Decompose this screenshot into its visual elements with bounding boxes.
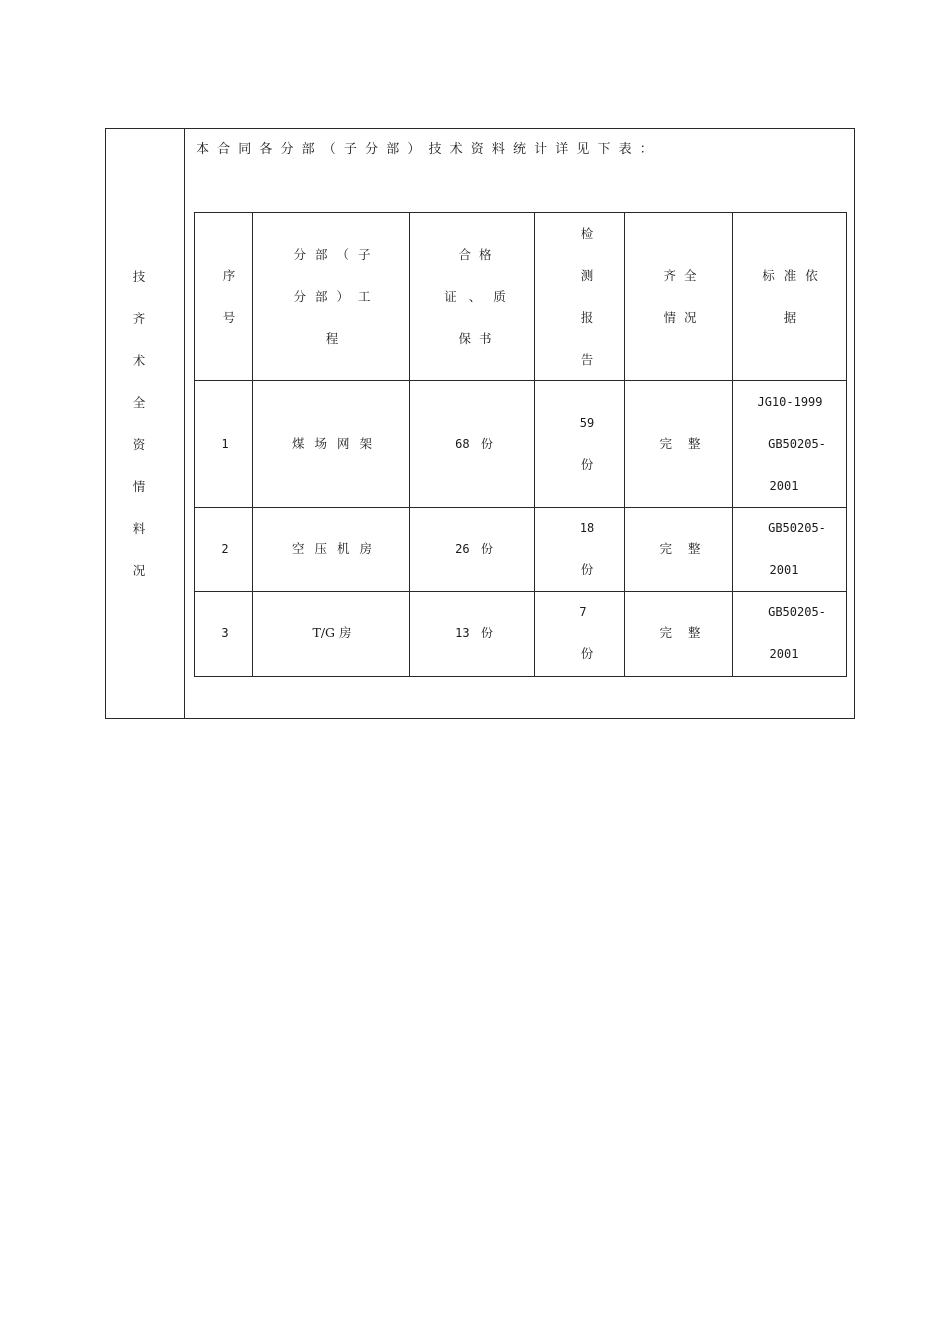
outer-divider xyxy=(184,128,185,719)
cell-complete: 完 整 xyxy=(659,625,701,640)
cell-project: 空 压 机 房 xyxy=(292,541,372,556)
side-char: 术 xyxy=(132,353,146,368)
header-seq-line: 号 xyxy=(222,310,236,325)
col-divider xyxy=(409,212,410,677)
col-divider xyxy=(534,212,535,677)
row-divider xyxy=(194,507,847,508)
cell-standard: 2001 xyxy=(769,479,799,493)
cell-standard: GB50205- xyxy=(768,521,826,535)
header-test-line: 告 xyxy=(580,352,594,367)
header-seq-line: 序 xyxy=(222,268,236,283)
cell-cert: 26 份 xyxy=(455,542,493,556)
header-test-line: 测 xyxy=(580,268,594,283)
side-char: 齐 xyxy=(132,311,146,326)
header-cert-line: 合 格 xyxy=(458,247,492,262)
cell-complete: 完 整 xyxy=(659,541,701,556)
header-complete-line: 情 况 xyxy=(663,310,697,325)
cell-test: 7 xyxy=(579,605,587,619)
cell-seq: 2 xyxy=(221,542,229,556)
cell-project: 煤 场 网 架 xyxy=(292,436,372,451)
intro-text: 本 合 同 各 分 部 （ 子 分 部 ） 技 术 资 料 统 计 详 见 下 表 ： xyxy=(196,142,653,157)
header-cert-line: 证 、 质 xyxy=(444,289,506,304)
cell-test: 份 xyxy=(580,457,594,472)
cell-seq: 3 xyxy=(221,626,229,640)
row-divider xyxy=(194,591,847,592)
side-char: 技 xyxy=(132,269,146,284)
cell-cert: 68 份 xyxy=(455,437,493,451)
col-divider xyxy=(624,212,625,677)
cell-standard: GB50205- xyxy=(768,437,826,451)
col-divider xyxy=(252,212,253,677)
header-complete-line: 齐 全 xyxy=(663,268,697,283)
header-project-line: 分 部 （ 子 xyxy=(293,247,371,262)
cell-test: 59 xyxy=(579,416,595,430)
header-test-line: 报 xyxy=(580,310,594,325)
side-char: 资 xyxy=(132,437,146,452)
cell-test: 份 xyxy=(580,562,594,577)
cell-project: T/G 房 xyxy=(312,625,352,640)
side-char: 情 xyxy=(132,479,146,494)
side-char: 全 xyxy=(132,395,146,410)
header-cert-line: 保 书 xyxy=(458,331,492,346)
header-project-line: 程 xyxy=(325,331,339,346)
header-standard-line: 据 xyxy=(783,310,797,325)
cell-test: 份 xyxy=(580,646,594,661)
header-project-line: 分 部 ） 工 xyxy=(293,289,371,304)
cell-standard: GB50205- xyxy=(768,605,826,619)
header-test-line: 检 xyxy=(580,226,594,241)
side-char: 料 xyxy=(132,521,146,536)
col-divider xyxy=(732,212,733,677)
cell-standard: 2001 xyxy=(769,647,799,661)
header-standard-line: 标 准 依 xyxy=(762,268,818,283)
cell-test: 18 xyxy=(579,521,595,535)
row-divider xyxy=(194,380,847,381)
cell-cert: 13 份 xyxy=(455,626,493,640)
cell-seq: 1 xyxy=(221,437,229,451)
cell-standard: JG10-1999 xyxy=(757,395,823,409)
cell-standard: 2001 xyxy=(769,563,799,577)
side-char: 况 xyxy=(132,563,146,578)
cell-complete: 完 整 xyxy=(659,436,701,451)
